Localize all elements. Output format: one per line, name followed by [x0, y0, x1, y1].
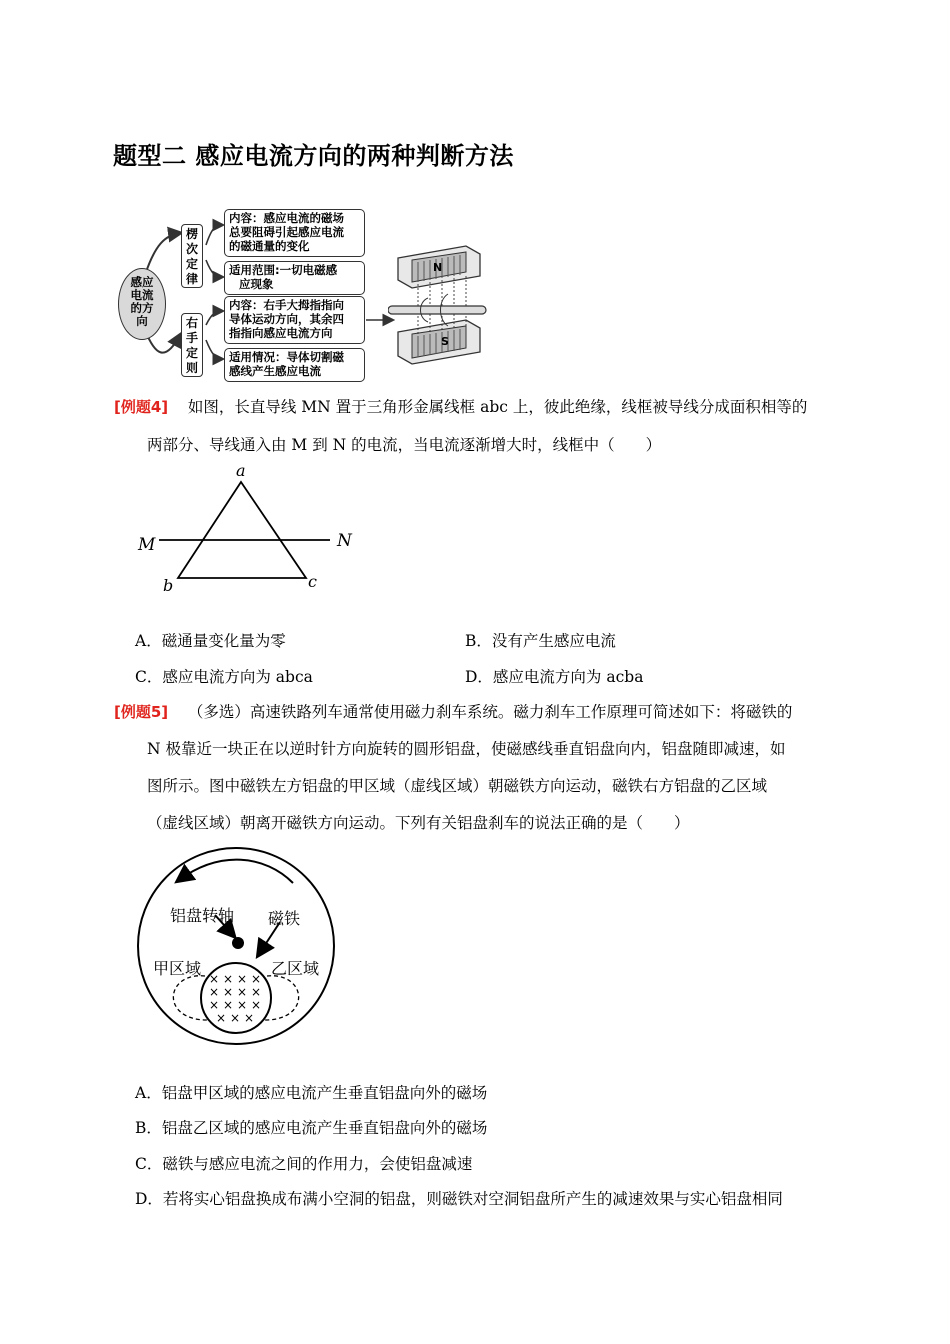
ex5-line1	[114, 702, 792, 722]
ex5-option-d[interactable]: D．若将实心铝盘换成布满小空洞的铝盘，则磁铁对空洞铝盘所产生的减速效果与实心铝盘相同	[135, 1190, 783, 1208]
box-line: 的磁通量的变化	[229, 239, 310, 253]
ex5-line4: （虚线区域）朝离开磁铁方向运动。下列有关铝盘刹车的说法正确的是（ ）	[147, 814, 690, 832]
right-hand-rule-label	[181, 313, 203, 377]
ex5-text1: （多选）高速铁路列车通常使用磁力刹车系统。磁力刹车工作原理可简述如下：将磁铁的	[187, 703, 793, 721]
vertex-c-label: c	[308, 572, 317, 591]
right-scope-box	[224, 348, 365, 382]
magnet-s-label: S	[441, 335, 449, 348]
ex5-option-c[interactable]: C．磁铁与感应电流之间的作用力，会使铝盘减速	[135, 1155, 473, 1173]
svg-text:×: ×	[229, 1011, 241, 1025]
svg-text:×: ×	[222, 972, 234, 986]
ex4-option-b[interactable]: B．没有产生感应电流	[465, 632, 616, 650]
mindmap-center	[118, 268, 166, 340]
ex5-option-a[interactable]: A．铝盘甲区域的感应电流产生垂直铝盘向外的磁场	[135, 1084, 488, 1102]
ex4-option-c[interactable]: C．感应电流方向为 abca	[135, 668, 313, 686]
box-line: 导体运动方向，其余四	[229, 312, 344, 326]
svg-text:×: ×	[243, 1011, 255, 1025]
lenz-scope-box	[224, 261, 365, 295]
ex4-line2: 两部分、导线通入由 M 到 N 的电流，当电流逐渐增大时，线框中（ ）	[147, 436, 662, 454]
svg-text:×: ×	[208, 985, 220, 999]
svg-text:×: ×	[250, 985, 262, 999]
magnet-n-label: N	[433, 261, 443, 274]
svg-text:×: ×	[236, 972, 248, 986]
ex4-option-d[interactable]: D．感应电流方向为 acba	[465, 668, 644, 686]
lenz-char: 律	[185, 272, 198, 286]
ex5-line3: 图所示。图中磁铁左方铝盘的甲区域（虚线区域）朝磁铁方向运动，磁铁右方铝盘的乙区域	[147, 777, 768, 795]
section-title: 题型二 感应电流方向的两种判断方法	[113, 142, 514, 170]
ex4-text1: 如图，长直导线 MN 置于三角形金属线框 abc 上，彼此绝缘，线框被导线分成面积相等的	[187, 398, 808, 416]
wire-m-label: M	[138, 535, 156, 555]
svg-text:×: ×	[250, 998, 262, 1012]
right-char: 手	[185, 331, 198, 345]
svg-text:×: ×	[208, 998, 220, 1012]
svg-text:×: ×	[222, 998, 234, 1012]
magnet-illustration	[388, 240, 488, 370]
mindmap-center-line: 的方	[130, 301, 154, 315]
magnet-label: 磁铁	[268, 909, 301, 928]
mindmap-center-line: 感应	[130, 275, 154, 289]
right-char: 定	[185, 346, 198, 360]
box-line: 总要阻碍引起感应电流	[229, 225, 344, 239]
region-yi-label: 乙区域	[271, 959, 320, 978]
lenz-law-label	[181, 224, 203, 288]
right-content-box	[224, 296, 365, 344]
svg-text:×: ×	[250, 972, 262, 986]
axis-label: 铝盘转轴	[170, 906, 235, 925]
box-line: 内容：感应电流的磁场	[229, 211, 344, 225]
mindmap-center-line: 电流	[130, 288, 154, 302]
vertex-b-label: b	[163, 576, 174, 595]
box-line: 内容：右手大拇指指向	[229, 298, 344, 312]
vertex-a-label: a	[236, 461, 246, 480]
lenz-char: 次	[185, 242, 198, 256]
ex4-line1	[114, 397, 807, 417]
box-line: 适用情况：导体切割磁	[229, 350, 344, 364]
box-line: 适用范围:一切电磁感	[229, 263, 338, 277]
svg-text:×: ×	[236, 998, 248, 1012]
box-line: 指指向感应电流方向	[229, 326, 333, 340]
lenz-char: 定	[185, 257, 198, 271]
lenz-content-box	[224, 209, 365, 257]
svg-text:×: ×	[222, 985, 234, 999]
ex5-tag: [例题5]	[114, 703, 169, 721]
disk-figure	[135, 840, 345, 1050]
ex5-line2: N 极靠近一块正在以逆时针方向旋转的圆形铝盘，使磁感线垂直铝盘向内，铝盘随即减速，如	[147, 740, 786, 758]
ex4-tag: [例题4]	[114, 398, 169, 416]
right-char: 右	[185, 316, 198, 330]
svg-text:×: ×	[208, 972, 220, 986]
wire-n-label: N	[337, 531, 352, 551]
ex4-option-a[interactable]: A．磁通量变化量为零	[135, 632, 286, 650]
lenz-char: 楞	[185, 227, 198, 241]
box-line: 应现象	[239, 277, 274, 291]
box-line: 感线产生感应电流	[229, 364, 321, 378]
ex5-option-b[interactable]: B．铝盘乙区域的感应电流产生垂直铝盘向外的磁场	[135, 1119, 488, 1137]
region-jia-label: 甲区域	[153, 959, 202, 978]
right-char: 则	[185, 361, 198, 375]
svg-text:×: ×	[236, 985, 248, 999]
svg-text:×: ×	[215, 1011, 227, 1025]
mindmap-center-line: 向	[136, 314, 148, 328]
